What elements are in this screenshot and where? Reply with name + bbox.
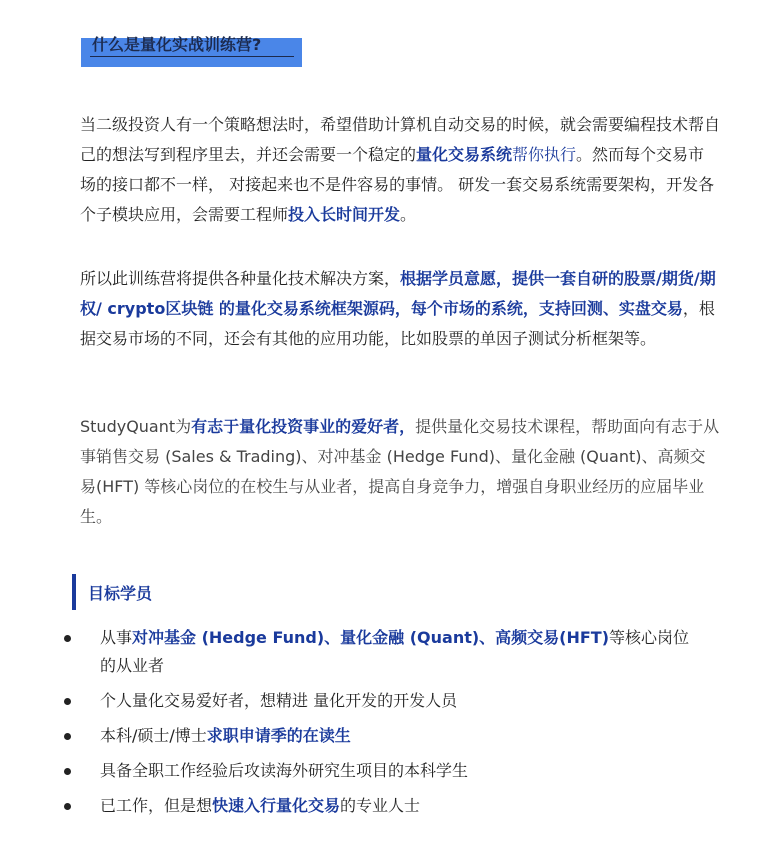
bullet-dot-icon: [64, 635, 71, 642]
list-item: [0, 792, 690, 820]
list-item-text: 个人量化交易爱好者，想精进 量化开发的开发人员: [100, 691, 458, 710]
paragraph-intro: [80, 110, 720, 230]
paragraph-solutions: [80, 264, 720, 354]
list-item-text: 的专业人士: [340, 796, 421, 815]
bullet-dot-icon: [64, 698, 71, 705]
paragraph-studyquant: [80, 412, 720, 532]
list-item-text: 具备全职工作经验后攻读海外研究生项目的本科学生: [100, 761, 469, 780]
list-item-highlight: 快速入行量化交易: [212, 796, 341, 815]
target-students-heading: [72, 576, 152, 608]
target-students-list: [0, 624, 780, 827]
p1-text-d: 。然而每个交易市场的接口都不一样， 对接起来也不是件容易的事情。 研发一套交易系统需要架构，开发各个子模块应用，会需要工程师: [80, 145, 715, 224]
p2-text-a: 所以此训练营将提供各种量化技术解决方案，: [80, 269, 401, 288]
list-item-text: 等核心岗位的从业者: [100, 628, 690, 675]
title-underline: [90, 56, 294, 57]
bullet-dot-icon: [64, 803, 71, 810]
list-item-highlight: 对冲基金 (Hedge Fund)、量化金融 (Quant)、高频交易(HFT): [132, 628, 610, 647]
list-item-text: 从事: [100, 628, 133, 647]
p1-highlight-system: 量化交易系统: [416, 145, 513, 164]
bullet-dot-icon: [64, 768, 71, 775]
target-students-title: 目标学员: [88, 583, 153, 603]
p2-text-c: ，根据交易市场的不同，还会有其他的应用功能，比如股票的单因子测试分析框架等。: [80, 299, 715, 348]
heading-accent-bar: [72, 574, 76, 610]
list-item-text: 本科/硕士/博士: [100, 726, 207, 745]
list-item: [0, 624, 690, 680]
p2-highlight-framework: 根据学员意愿，提供一套自研的股票/期货/期权/ crypto区块链 的量化交易系统框架源码，每个市场的系统，支持回测、实盘交易: [80, 269, 716, 318]
p3-text-c: 提供量化交易技术课程，帮助面向有志于从事销售交易 (Sales & Trading)、对冲基金 (Hedge Fund)、量化金融 (Quant)、高频交易(HFT) 等核心岗位的在校生与从业者，提高自身竞争力，增强自身职业经历的应届毕业生。: [80, 417, 720, 526]
list-item-highlight: 求职申请季的在读生: [206, 726, 351, 745]
p1-text-f: 。: [400, 205, 417, 224]
p1-highlight-dev-time: 投入长时间开发: [288, 205, 401, 224]
section-title-what-is: 什么是量化实战训练营?: [92, 35, 262, 54]
bullet-dot-icon: [64, 733, 71, 740]
p3-highlight-enthusiasts: 有志于量化投资事业的爱好者，: [191, 417, 416, 436]
list-item: [0, 687, 690, 715]
p1-text-a: 当二级投资人有一个策略想法时，希望借助计算机自动交易的时候，就会需要编程技术帮自己的想法写到程序里去，并还会需要一个稳定的: [80, 115, 721, 164]
list-item-text: 已工作，但是想: [100, 796, 213, 815]
p3-text-a: StudyQuant为: [80, 417, 192, 436]
p1-highlight-execute: 帮你执行: [512, 145, 577, 164]
list-item: [0, 722, 690, 750]
list-item: [0, 757, 690, 785]
